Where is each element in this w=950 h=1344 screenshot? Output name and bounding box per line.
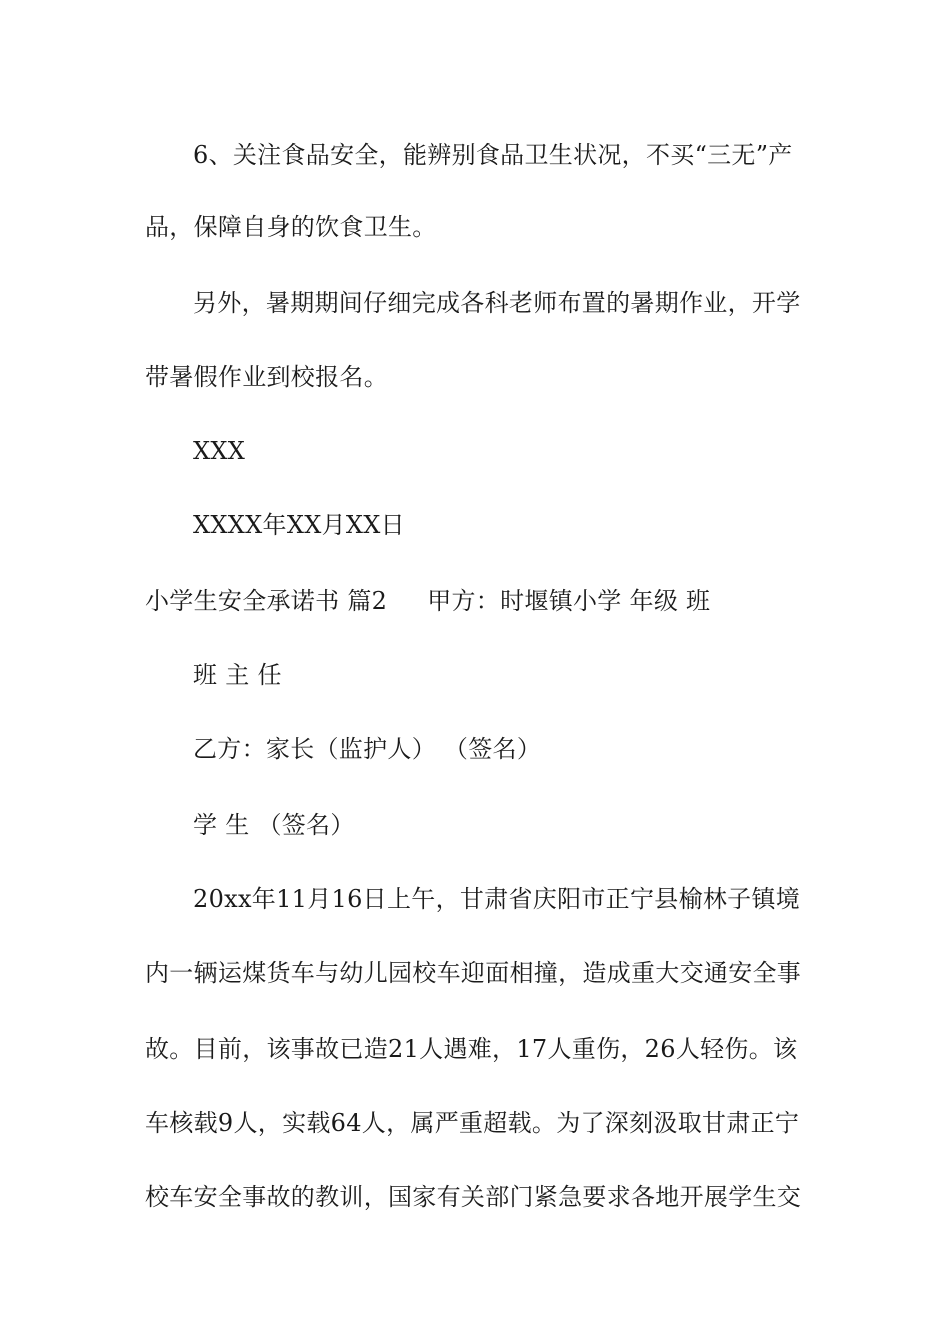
section-title: 小学生安全承诺书 篇2	[145, 587, 388, 615]
section-heading-row	[145, 586, 825, 616]
head-teacher-line: 班 主 任	[193, 661, 282, 689]
paragraph-line: 内一辆运煤货车与幼儿园校车迎面相撞，造成重大交通安全事	[145, 959, 802, 987]
paragraph-line: 故。目前，该事故已造21人遇难，17人重伤，26人轻伤。该	[145, 1035, 798, 1063]
paragraph-line: 6、关注食品安全，能辨别食品卫生状况，不买“三无”产	[193, 141, 793, 169]
party-b-line: 乙方：家长（监护人） （签名）	[193, 735, 542, 763]
paragraph-line: 20xx年11月16日上午，甘肃省庆阳市正宁县榆林子镇境	[193, 885, 801, 913]
paragraph-line: 校车安全事故的教训，国家有关部门紧急要求各地开展学生交	[145, 1183, 802, 1211]
paragraph-line: 车核载9人，实载64人，属严重超载。为了深刻汲取甘肃正宁	[145, 1109, 800, 1137]
paragraph-line: 品，保障自身的饮食卫生。	[145, 213, 437, 241]
student-line: 学 生 （签名）	[193, 811, 355, 839]
paragraph-line: 另外，暑期期间仔细完成各科老师布置的暑期作业，开学	[193, 289, 801, 317]
signature-name: XXX	[193, 437, 246, 465]
paragraph-line: 带暑假作业到校报名。	[145, 363, 388, 391]
party-a: 甲方：时堰镇小学 年级 班	[427, 587, 711, 615]
signature-date: XXXX年XX月XX日	[193, 511, 405, 539]
